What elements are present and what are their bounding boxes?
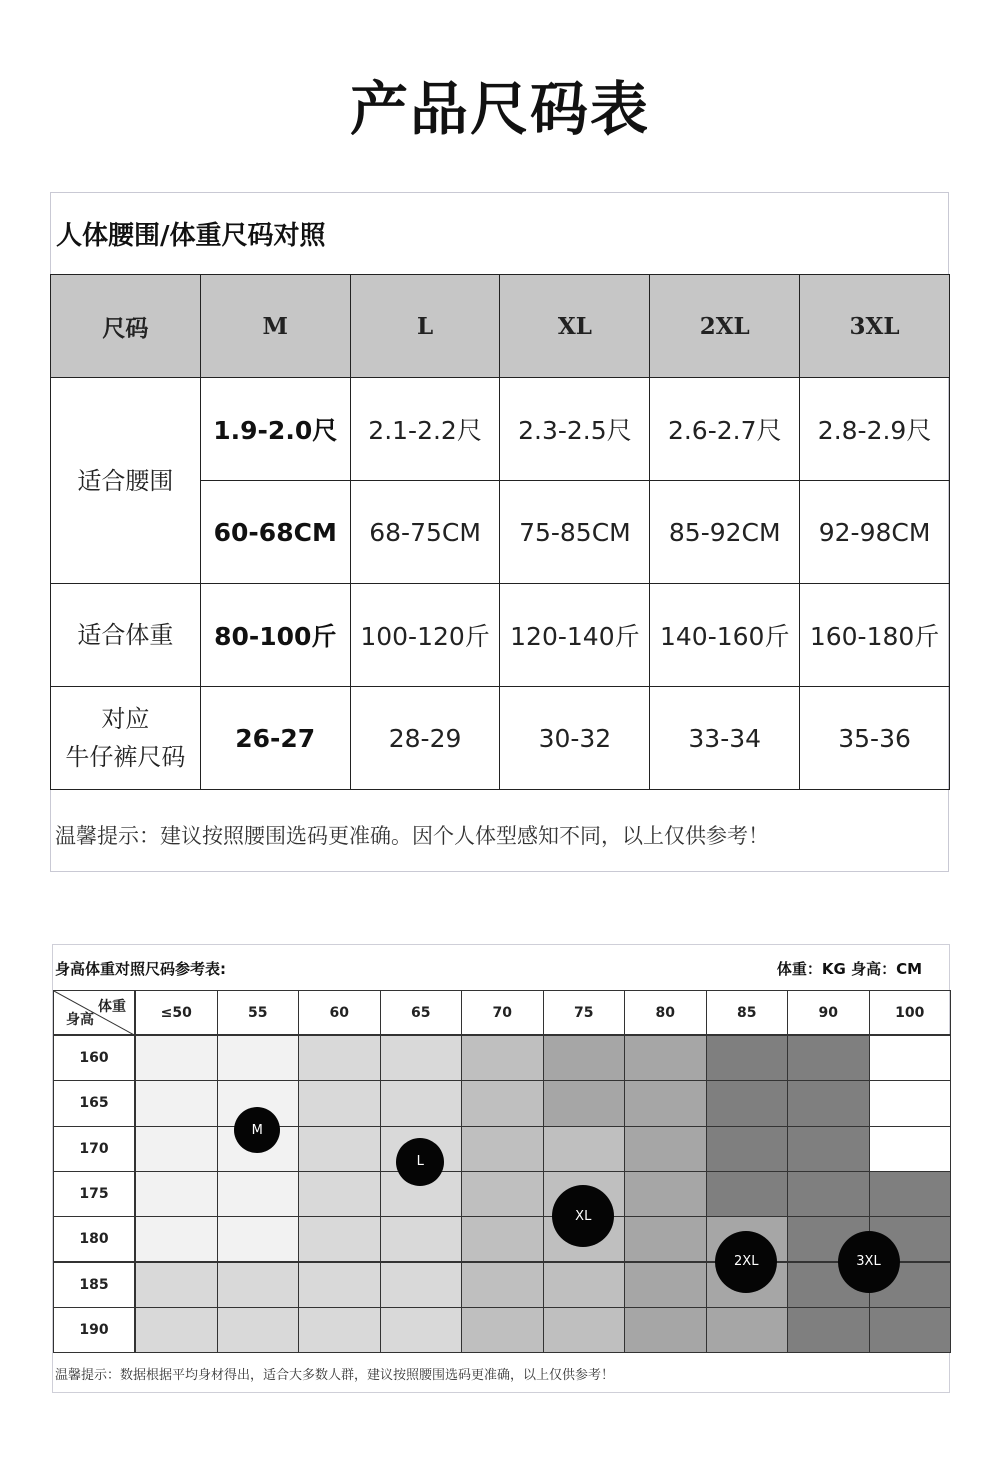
waist-cm-cell: 92-98CM (800, 481, 950, 584)
height-weight-grid (53, 990, 950, 1352)
waist-weight-size-table (50, 274, 950, 790)
grid-shade-cell (298, 1262, 381, 1308)
grid-shade-cell (217, 1171, 300, 1217)
height-row-label: 180 (53, 1216, 135, 1262)
grid-shade-cell (543, 1080, 626, 1126)
grid-shade-cell (543, 1035, 626, 1081)
waist-cm-cell: 60-68CM (200, 481, 350, 584)
jeans-label-line1: 对应 (101, 705, 150, 733)
weight-header-cell: ≤50 (135, 990, 218, 1035)
grid-shade-cell (380, 1307, 463, 1353)
grid-shade-cell (624, 1262, 707, 1308)
grid-shade-cell (298, 1080, 381, 1126)
grid-shade-cell (461, 1216, 544, 1262)
size-header-label: 尺码 (51, 275, 201, 378)
waist-chi-cell: 1.9-2.0尺 (200, 378, 350, 481)
height-row-label: 160 (53, 1035, 135, 1081)
waist-chi-cell: 2.3-2.5尺 (500, 378, 650, 481)
size-header-cell: 2XL (650, 275, 800, 378)
size-marker-2xl: 2XL (715, 1231, 777, 1293)
weight-header-cell: 65 (380, 990, 463, 1035)
weight-row (51, 584, 950, 687)
waist-cm-cell: 68-75CM (350, 481, 500, 584)
grid-shade-cell (706, 1080, 789, 1126)
size-header-cell: L (350, 275, 500, 378)
grid-shade-cell (135, 1171, 218, 1217)
jeans-cell: 33-34 (650, 687, 800, 790)
grid-shade-cell (869, 1126, 952, 1172)
grid-shade-cell (135, 1080, 218, 1126)
weight-header-cell: 75 (543, 990, 626, 1035)
waist-row-label: 适合腰围 (51, 378, 201, 584)
waist-cm-cell: 75-85CM (500, 481, 650, 584)
grid-shade-cell (787, 1080, 870, 1126)
grid-shade-cell (869, 1307, 952, 1353)
grid-shade-cell (135, 1262, 218, 1308)
grid-shade-cell (869, 1080, 952, 1126)
grid-shade-cell (461, 1171, 544, 1217)
weight-cell: 100-120斤 (350, 584, 500, 687)
size-marker-xl: XL (552, 1185, 614, 1247)
grid-shade-cell (624, 1171, 707, 1217)
weight-header-cell: 55 (217, 990, 300, 1035)
waist-chi-row (51, 378, 950, 481)
height-row-label: 175 (53, 1171, 135, 1217)
grid-shade-cell (461, 1035, 544, 1081)
grid-shade-cell (624, 1080, 707, 1126)
jeans-cell: 26-27 (200, 687, 350, 790)
grid-shade-cell (461, 1126, 544, 1172)
grid-shade-cell (543, 1262, 626, 1308)
size-header-cell: XL (500, 275, 650, 378)
height-row-label: 170 (53, 1126, 135, 1172)
weight-cell: 120-140斤 (500, 584, 650, 687)
grid-shade-cell (543, 1126, 626, 1172)
grid-shade-cell (706, 1171, 789, 1217)
grid-shade-cell (869, 1171, 952, 1217)
grid-shade-cell (298, 1216, 381, 1262)
grid-shade-cell (624, 1035, 707, 1081)
height-weight-heading: 身高体重对照尺码参考表: (55, 960, 226, 978)
grid-shade-cell (298, 1171, 381, 1217)
weight-header-cell: 80 (624, 990, 707, 1035)
grid-shade-cell (217, 1216, 300, 1262)
grid-shade-cell (787, 1126, 870, 1172)
grid-shade-cell (298, 1126, 381, 1172)
waist-table-note: 温馨提示：建议按照腰围选码更准确。因个人体型感知不同，以上仅供参考！ (55, 824, 769, 848)
grid-shade-cell (217, 1262, 300, 1308)
grid-shade-cell (298, 1035, 381, 1081)
grid-shade-cell (624, 1216, 707, 1262)
size-header-cell: 3XL (800, 275, 950, 378)
grid-shade-cell (461, 1262, 544, 1308)
size-marker-3xl: 3XL (838, 1231, 900, 1293)
weight-header-cell: 60 (298, 990, 381, 1035)
size-header-cell: M (200, 275, 350, 378)
height-row-label: 190 (53, 1307, 135, 1353)
grid-shade-cell (787, 1171, 870, 1217)
grid-shade-cell (135, 1126, 218, 1172)
grid-shade-cell (461, 1080, 544, 1126)
waist-chi-cell: 2.8-2.9尺 (800, 378, 950, 481)
height-weight-note: 温馨提示：数据根据平均身材得出，适合大多数人群，建议按照腰围选码更准确，以上仅供参考！ (55, 1368, 615, 1383)
height-row-label: 165 (53, 1080, 135, 1126)
grid-shade-cell (461, 1307, 544, 1353)
grid-shade-cell (380, 1080, 463, 1126)
weight-row-label: 适合体重 (51, 584, 201, 687)
height-row-label: 185 (53, 1262, 135, 1308)
grid-shade-cell (135, 1035, 218, 1081)
unit-legend: 体重：KG 身高：CM (776, 960, 922, 978)
waist-chi-cell: 2.1-2.2尺 (350, 378, 500, 481)
size-marker-l: L (396, 1138, 444, 1186)
weight-cell: 160-180斤 (800, 584, 950, 687)
size-marker-m: M (234, 1107, 280, 1153)
jeans-cell: 35-36 (800, 687, 950, 790)
grid-shade-cell (543, 1307, 626, 1353)
grid-shade-cell (217, 1307, 300, 1353)
jeans-cell: 30-32 (500, 687, 650, 790)
grid-shade-cell (135, 1216, 218, 1262)
grid-shade-cell (787, 1307, 870, 1353)
grid-shade-cell (380, 1035, 463, 1081)
waist-chi-cell: 2.6-2.7尺 (650, 378, 800, 481)
waist-weight-heading: 人体腰围/体重尺码对照 (56, 221, 326, 251)
grid-shade-cell (869, 1035, 952, 1081)
grid-shade-cell (624, 1126, 707, 1172)
weight-header-cell: 90 (787, 990, 870, 1035)
grid-shade-cell (380, 1262, 463, 1308)
grid-shade-cell (217, 1035, 300, 1081)
size-header-row (51, 275, 950, 378)
jeans-cell: 28-29 (350, 687, 500, 790)
weight-cell: 140-160斤 (650, 584, 800, 687)
jeans-row (51, 687, 950, 790)
page-title: 产品尺码表 (349, 75, 650, 143)
grid-shade-cell (298, 1307, 381, 1353)
jeans-label-line2: 牛仔裤尺码 (65, 743, 186, 771)
jeans-row-label (51, 687, 201, 790)
weight-header-cell: 70 (461, 990, 544, 1035)
grid-shade-cell (706, 1126, 789, 1172)
corner-weight-label: 体重 (98, 999, 126, 1015)
grid-corner-cell (53, 990, 135, 1035)
weight-cell: 80-100斤 (200, 584, 350, 687)
corner-height-label: 身高 (66, 1012, 94, 1028)
weight-header-cell: 85 (706, 990, 789, 1035)
grid-shade-cell (624, 1307, 707, 1353)
weight-header-cell: 100 (869, 990, 952, 1035)
grid-shade-cell (787, 1035, 870, 1081)
grid-shade-cell (135, 1307, 218, 1353)
grid-shade-cell (706, 1307, 789, 1353)
waist-cm-cell: 85-92CM (650, 481, 800, 584)
grid-shade-cell (706, 1035, 789, 1081)
grid-shade-cell (380, 1216, 463, 1262)
